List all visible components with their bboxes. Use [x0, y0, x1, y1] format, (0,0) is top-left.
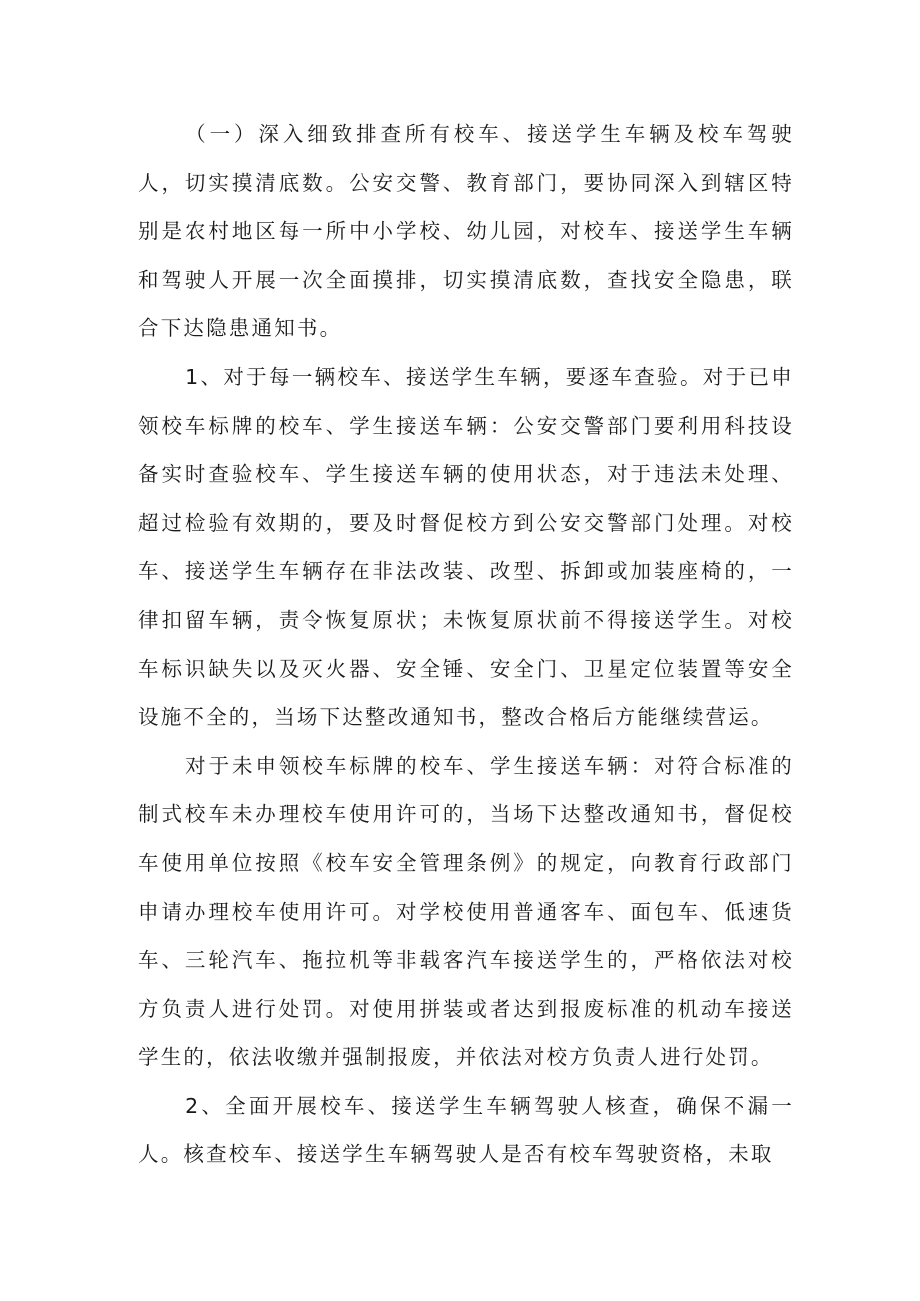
paragraph-4: 2、全面开展校车、接送学生车辆驾驶人核查，确保不漏一人。核查校车、接送学生车辆驾驶人是否有校车驾驶资格，未取 [138, 1093, 794, 1167]
paragraph-2: 1、对于每一辆校车、接送学生车辆，要逐车查验。对于已申领校车标牌的校车、学生接送车辆：公安交警部门要利用科技设备实时查验校车、学生接送车辆的使用状态，对于违法未处理、超过检验有效期的，要及时督促校方到公安交警部门处理。对校车、接送学生车辆存在非法改装、改型、拆卸或加装座椅的，一律扣留车辆，责令恢复原状；未恢复原状前不得接送学生。对校车标识缺失以及灭火器、安全锤、安全门、卫星定位装置等安全设施不全的，当场下达整改通知书，整改合格后方能继续营运。 [138, 364, 794, 730]
document-body [138, 110, 794, 1179]
paragraph-1: （一）深入细致排查所有校车、接送学生车辆及校车驾驶人，切实摸清底数。公安交警、教育部门，要协同深入到辖区特别是农村地区每一所中小学校、幼儿园，对校车、接送学生车辆和驾驶人开展一次全面摸排，切实摸清底数，查找安全隐患，联合下达隐患通知书。 [138, 122, 794, 341]
paragraph-3: 对于未申领校车标牌的校车、学生接送车辆：对符合标准的制式校车未办理校车使用许可的，当场下达整改通知书，督促校车使用单位按照《校车安全管理条例》的规定，向教育行政部门申请办理校车使用许可。对学校使用普通客车、面包车、低速货车、三轮汽车、拖拉机等非载客汽车接送学生的，严格依法对校方负责人进行处罚。对使用拼装或者达到报废标准的机动车接送学生的，依法收缴并强制报废，并依法对校方负责人进行处罚。 [138, 753, 794, 1070]
